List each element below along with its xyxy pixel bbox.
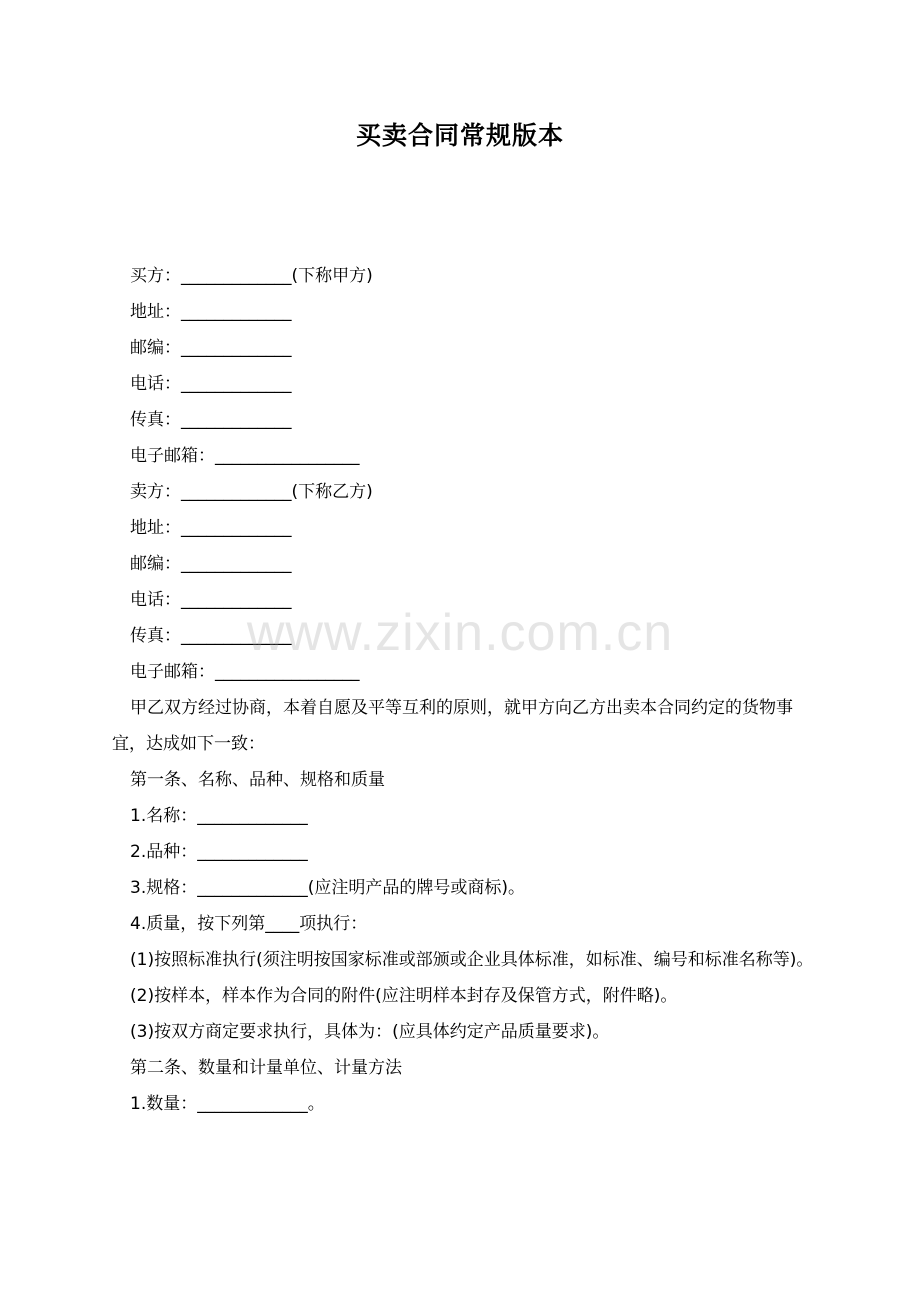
quality-option-3: (3)按双方商定要求执行，具体为：(应具体约定产品质量要求)。 [130,1022,610,1042]
buyer-address-line: 地址：_____________ [130,302,292,322]
quality-option-1: (1)按照标准执行(须注明按国家标准或部颁或企业具体标准，如标准、编号和标准名称等)。 [130,950,814,970]
quality-option-2: (2)按样本，样本作为合同的附件(应注明样本封存及保管方式，附件略)。 [130,986,678,1006]
seller-phone-line: 电话：_____________ [130,590,292,610]
article-1-heading: 第一条、名称、品种、规格和质量 [130,770,385,790]
article-1-item-4: 4.质量，按下列第____项执行： [130,914,368,934]
seller-email-line: 电子邮箱：_________________ [130,662,360,682]
buyer-email-line: 电子邮箱：_________________ [130,446,360,466]
buyer-fax-line: 传真：_____________ [130,410,292,430]
buyer-line: 买方：_____________(下称甲方) [130,266,373,286]
article-1-item-2: 2.品种：_____________ [130,842,308,862]
article-1-item-3: 3.规格：_____________(应注明产品的牌号或商标)。 [130,878,525,898]
watermark-text: www.zixin.com.cn [246,604,674,662]
buyer-phone-line: 电话：_____________ [130,374,292,394]
document-body [112,258,818,1122]
seller-address-line: 地址：_____________ [130,518,292,538]
article-2-item-1: 1.数量：_____________。 [130,1094,325,1114]
seller-postcode-line: 邮编：_____________ [130,554,292,574]
intro-paragraph: 甲乙双方经过协商，本着自愿及平等互利的原则，就甲方向乙方出卖本合同约定的货物事宜，达成如下一致： [112,698,793,754]
buyer-postcode-line: 邮编：_____________ [130,338,292,358]
article-1-item-1: 1.名称：_____________ [130,806,308,826]
seller-fax-line: 传真：_____________ [130,626,292,646]
article-2-heading: 第二条、数量和计量单位、计量方法 [130,1058,402,1078]
seller-line: 卖方：_____________(下称乙方) [130,482,373,502]
document-title: 买卖合同常规版本 [355,121,564,150]
